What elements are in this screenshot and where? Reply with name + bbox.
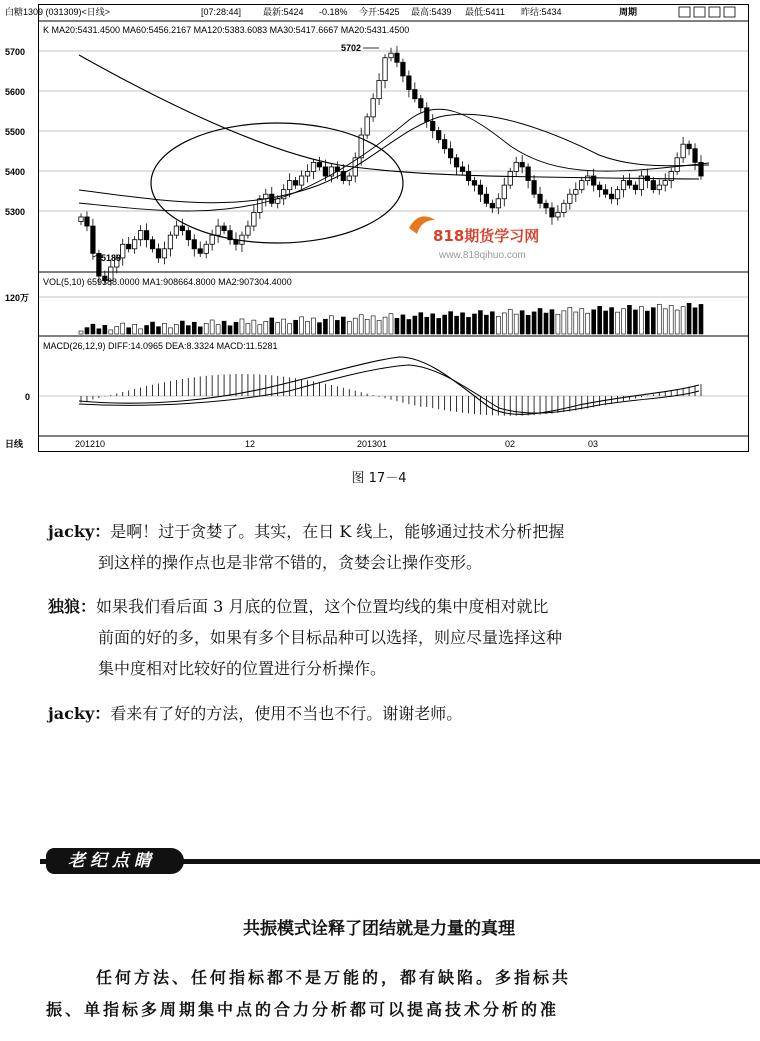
article-title: 共振模式诠释了团结就是力量的真理 bbox=[243, 919, 515, 939]
candle bbox=[621, 181, 625, 190]
volume-bar bbox=[109, 330, 113, 334]
chart-change: -0.18% bbox=[319, 7, 348, 17]
volume-bar bbox=[276, 322, 280, 334]
maximize-icon[interactable] bbox=[709, 7, 720, 17]
candle bbox=[407, 76, 411, 90]
candle bbox=[287, 181, 291, 190]
candle bbox=[478, 185, 482, 194]
price-tick: 5500 bbox=[5, 127, 26, 137]
volume-bar bbox=[234, 322, 238, 334]
volume-bar bbox=[252, 320, 256, 334]
volume-bar bbox=[180, 321, 184, 334]
volume-bar bbox=[258, 325, 262, 334]
candle bbox=[675, 158, 679, 172]
volume-bar bbox=[139, 329, 143, 334]
volume-bar bbox=[610, 308, 614, 334]
candle bbox=[502, 185, 506, 199]
candle bbox=[132, 240, 136, 249]
dialogue-line: 看来有了好的方法，使用不当也不行。谢谢老师。 bbox=[110, 704, 463, 723]
volume-bar bbox=[294, 320, 298, 334]
volume-bar bbox=[270, 318, 274, 334]
dialogue-line: 前面的好的多，如果有多个目标品种可以选择，则应尽量选择这种 bbox=[98, 628, 563, 647]
candle bbox=[246, 226, 250, 235]
candle bbox=[323, 167, 327, 176]
candle bbox=[556, 212, 560, 217]
candle bbox=[258, 199, 262, 213]
candle bbox=[91, 226, 95, 253]
volume-panel bbox=[5, 277, 748, 334]
candle bbox=[210, 235, 214, 244]
volume-bar bbox=[574, 312, 578, 334]
volume-bar bbox=[663, 309, 667, 334]
candle bbox=[490, 203, 494, 208]
candle bbox=[401, 62, 405, 76]
candle bbox=[460, 167, 464, 172]
volume-bar bbox=[687, 303, 691, 334]
volume-bar bbox=[669, 305, 673, 334]
volume-bar bbox=[443, 315, 447, 334]
volume-bar bbox=[496, 316, 500, 334]
candle bbox=[126, 244, 130, 249]
volume-bar bbox=[133, 324, 137, 334]
macd-zero-tick: 0 bbox=[25, 392, 31, 402]
volume-bar bbox=[598, 306, 602, 334]
chart-instrument: 白糖1309 (031309)<日线> bbox=[5, 7, 111, 17]
window-buttons[interactable] bbox=[679, 7, 735, 17]
candle bbox=[526, 167, 530, 181]
price-tick: 5400 bbox=[5, 167, 26, 177]
dea-line bbox=[79, 365, 699, 413]
volume-bar bbox=[264, 321, 268, 334]
volume-bar bbox=[341, 317, 345, 334]
candle bbox=[413, 90, 417, 99]
volume-bar bbox=[288, 324, 292, 334]
candle bbox=[198, 249, 202, 254]
candle bbox=[168, 235, 172, 249]
watermark-url: www.818qihuo.com bbox=[439, 250, 526, 261]
candle bbox=[580, 181, 584, 190]
date-tick: 201301 bbox=[357, 439, 388, 449]
volume-bar bbox=[616, 312, 620, 334]
date-axis bbox=[5, 438, 598, 449]
diff-line bbox=[79, 357, 699, 414]
dialogue-paragraph bbox=[48, 591, 562, 684]
candle bbox=[466, 171, 470, 180]
price-tick: 5300 bbox=[5, 207, 26, 217]
candle bbox=[627, 181, 631, 186]
volume-bar bbox=[312, 318, 316, 334]
price-tick: 5700 bbox=[5, 47, 26, 57]
body-line: 振、单指标多周期集中点的合力分析都可以提高技术分析的准 bbox=[46, 1000, 560, 1019]
volume-bar bbox=[216, 325, 220, 334]
candle bbox=[657, 185, 661, 190]
volume-bar bbox=[449, 312, 453, 334]
candle bbox=[693, 149, 697, 163]
volume-bar bbox=[693, 308, 697, 334]
chart-mode: 周期 bbox=[619, 7, 638, 17]
volume-bar bbox=[490, 312, 494, 334]
candle bbox=[180, 226, 184, 231]
volume-bar bbox=[622, 309, 626, 334]
candle bbox=[425, 108, 429, 122]
candle bbox=[532, 181, 536, 195]
candle bbox=[311, 162, 315, 171]
volume-bar bbox=[550, 310, 554, 334]
candle bbox=[681, 144, 685, 158]
volume-bar bbox=[633, 310, 637, 334]
watermark bbox=[409, 216, 539, 261]
volume-bar bbox=[145, 325, 149, 334]
candle bbox=[514, 162, 518, 171]
close-icon[interactable] bbox=[724, 7, 735, 17]
vol-tick: 120万 bbox=[5, 293, 30, 303]
volume-bar bbox=[657, 304, 661, 334]
speaker-name: 独狼： bbox=[48, 597, 97, 616]
candle bbox=[252, 212, 256, 226]
volume-bar bbox=[586, 313, 590, 334]
price-tick: 5600 bbox=[5, 87, 26, 97]
volume-bar bbox=[419, 313, 423, 334]
candle bbox=[496, 199, 500, 208]
volume-bar bbox=[115, 327, 119, 334]
candle bbox=[544, 203, 548, 208]
volume-bar bbox=[359, 315, 363, 334]
volume-bar bbox=[508, 310, 512, 334]
candle bbox=[472, 181, 476, 186]
volume-bar bbox=[639, 307, 643, 334]
volume-bar bbox=[79, 331, 83, 334]
dialogue-line: 到这样的操作点也是非常不错的，贪婪会让操作变形。 bbox=[98, 553, 483, 572]
chart-low: 最低:5411 bbox=[465, 7, 505, 17]
volume-bar bbox=[192, 322, 196, 334]
volume-bar bbox=[300, 317, 304, 334]
date-tick: 02 bbox=[505, 439, 516, 449]
volume-bar bbox=[413, 316, 417, 334]
section-header bbox=[40, 848, 760, 874]
volume-bar bbox=[323, 319, 327, 334]
macd-panel bbox=[25, 341, 748, 416]
volume-bar bbox=[467, 317, 471, 334]
candle bbox=[454, 158, 458, 167]
macd-legend: MACD(26,12,9) DIFF:14.0965 DEA:8.3324 MACD:11.5281 bbox=[43, 341, 278, 351]
volume-bar bbox=[371, 316, 375, 334]
volume-bar bbox=[401, 315, 405, 334]
volume-bar bbox=[335, 320, 339, 334]
candle bbox=[204, 244, 208, 253]
candle bbox=[317, 162, 321, 167]
volume-bar bbox=[681, 307, 685, 334]
candlestick-series bbox=[79, 46, 703, 286]
candle bbox=[156, 249, 160, 258]
candle bbox=[371, 99, 375, 117]
ma60-line bbox=[79, 114, 709, 202]
dialogue-paragraph bbox=[48, 698, 462, 729]
candle bbox=[663, 181, 667, 186]
chart-prev-close: 昨结:5434 bbox=[521, 7, 562, 17]
volume-bar bbox=[627, 305, 631, 334]
volume-bar bbox=[514, 314, 518, 334]
highlight-ellipse bbox=[151, 123, 403, 243]
volume-bar bbox=[651, 308, 655, 334]
minimize-icon[interactable] bbox=[679, 7, 690, 17]
body-line: 任何方法、任何指标都不是万能的，都有缺陷。多指标共 bbox=[96, 968, 572, 987]
candle bbox=[270, 194, 274, 203]
volume-bar bbox=[85, 328, 89, 334]
candle bbox=[216, 226, 220, 235]
candle bbox=[442, 140, 446, 149]
candle bbox=[293, 181, 297, 186]
volume-bar bbox=[121, 323, 125, 334]
volume-bar bbox=[198, 327, 202, 334]
volume-bar bbox=[240, 319, 244, 334]
volume-bar bbox=[97, 329, 101, 334]
candle bbox=[431, 121, 435, 130]
volume-bar bbox=[461, 313, 465, 334]
dialogue-paragraph bbox=[48, 516, 564, 578]
dialogue-line: 如果我们看后面 3 月底的位置，这个位置均线的集中度相对就比 bbox=[96, 597, 549, 616]
volume-bar bbox=[365, 319, 369, 334]
candle bbox=[615, 190, 619, 199]
candle bbox=[79, 217, 83, 222]
chart-canvas bbox=[5, 5, 748, 451]
volume-bar bbox=[604, 311, 608, 334]
volume-bar bbox=[282, 319, 286, 334]
volume-bar bbox=[699, 304, 703, 334]
speaker-name: jacky： bbox=[48, 522, 111, 541]
volume-bar bbox=[455, 316, 459, 334]
volume-bar bbox=[127, 328, 131, 334]
volume-bar bbox=[675, 310, 679, 334]
volume-bar bbox=[562, 311, 566, 334]
watermark-brand: 818期货学习网 bbox=[433, 227, 540, 245]
chart-high: 最高:5439 bbox=[411, 7, 452, 17]
figure-caption: 图 17－4 bbox=[351, 471, 407, 486]
volume-bar bbox=[210, 320, 214, 334]
volume-bar bbox=[377, 321, 381, 334]
section-tag: 老纪点睛 bbox=[46, 848, 184, 874]
volume-bar bbox=[592, 310, 596, 334]
volume-bar bbox=[151, 322, 155, 334]
volume-bar bbox=[395, 318, 399, 334]
volume-bar bbox=[431, 314, 435, 334]
candle bbox=[365, 117, 369, 135]
candle bbox=[174, 226, 178, 235]
candle bbox=[568, 194, 572, 203]
candle bbox=[538, 194, 542, 203]
volume-bar bbox=[580, 309, 584, 334]
volume-bar bbox=[520, 311, 524, 334]
chart-open: 今开:5425 bbox=[359, 7, 400, 17]
volume-bar bbox=[568, 307, 572, 334]
volume-bar bbox=[91, 324, 95, 334]
volume-bar bbox=[526, 315, 530, 334]
date-axis-label: 日线 bbox=[5, 439, 24, 449]
candle bbox=[389, 53, 393, 58]
ma120-line bbox=[79, 55, 699, 179]
candle bbox=[305, 171, 309, 176]
candle bbox=[150, 240, 154, 249]
volume-bar bbox=[383, 317, 387, 334]
speaker-name: jacky： bbox=[48, 704, 111, 723]
chart-latest: 最新:5424 bbox=[263, 7, 304, 17]
candle bbox=[299, 176, 303, 185]
volume-bars bbox=[79, 303, 703, 334]
vol-legend: VOL(5,10) 659388.0000 MA1:908664.8000 MA2:907304.4000 bbox=[43, 277, 292, 287]
volume-bar bbox=[484, 315, 488, 334]
volume-bar bbox=[306, 321, 310, 334]
candle bbox=[138, 231, 142, 240]
candle bbox=[633, 185, 637, 190]
volume-bar bbox=[157, 327, 161, 334]
candle bbox=[436, 131, 440, 140]
high-label: 5702 bbox=[341, 43, 362, 53]
candle bbox=[347, 176, 351, 181]
volume-bar bbox=[645, 311, 649, 334]
candle bbox=[597, 185, 601, 190]
volume-bar bbox=[532, 312, 536, 334]
volume-bar bbox=[186, 326, 190, 334]
volume-bar bbox=[174, 324, 178, 334]
date-tick: 03 bbox=[588, 439, 599, 449]
candle bbox=[562, 203, 566, 212]
volume-bar bbox=[407, 319, 411, 334]
candle bbox=[377, 80, 381, 98]
candle bbox=[222, 226, 226, 231]
candle bbox=[240, 235, 244, 244]
price-panel bbox=[5, 25, 748, 286]
macd-histogram bbox=[81, 374, 701, 416]
candle bbox=[550, 208, 554, 217]
volume-bar bbox=[168, 328, 172, 334]
volume-bar bbox=[228, 326, 232, 334]
date-tick: 12 bbox=[245, 439, 256, 449]
kline-chart bbox=[5, 4, 749, 452]
volume-bar bbox=[544, 313, 548, 334]
volume-bar bbox=[425, 317, 429, 334]
volume-bar bbox=[437, 318, 441, 334]
volume-bar bbox=[502, 313, 506, 334]
candle bbox=[520, 162, 524, 167]
candle bbox=[85, 217, 89, 226]
restore-icon[interactable] bbox=[694, 7, 705, 17]
volume-bar bbox=[478, 311, 482, 334]
candle bbox=[609, 194, 613, 199]
body-text bbox=[46, 962, 736, 1026]
volume-bar bbox=[103, 325, 107, 334]
volume-bar bbox=[329, 316, 333, 334]
candle bbox=[162, 249, 166, 258]
volume-bar bbox=[472, 314, 476, 334]
date-tick: 201210 bbox=[75, 439, 106, 449]
candle bbox=[419, 99, 423, 108]
volume-bar bbox=[556, 314, 560, 334]
candle bbox=[144, 231, 148, 240]
volume-bar bbox=[204, 323, 208, 334]
ma-legend: K MA20:5431.4500 MA60:5456.2167 MA120:5383.6083 MA30:5417.6667 MA20:5431.4500 bbox=[43, 25, 410, 35]
chart-time: [07:28:44] bbox=[201, 7, 242, 17]
volume-bar bbox=[246, 324, 250, 334]
candle bbox=[186, 231, 190, 240]
candle bbox=[651, 181, 655, 190]
candle bbox=[448, 149, 452, 158]
volume-bar bbox=[162, 323, 166, 334]
candle bbox=[395, 53, 399, 62]
candle bbox=[603, 190, 607, 195]
candle bbox=[508, 171, 512, 185]
low-label: 5188 bbox=[101, 253, 122, 263]
volume-bar bbox=[538, 308, 542, 334]
volume-bar bbox=[222, 321, 226, 334]
candle bbox=[121, 244, 125, 258]
volume-bar bbox=[353, 318, 357, 334]
dialogue-line: 是啊！过于贪婪了。其实，在日 K 线上，能够通过技术分析把握 bbox=[110, 522, 565, 541]
volume-bar bbox=[389, 314, 393, 334]
candle bbox=[383, 58, 387, 81]
candle bbox=[484, 194, 488, 203]
candle bbox=[192, 240, 196, 249]
volume-bar bbox=[347, 322, 351, 334]
candle bbox=[687, 144, 691, 149]
dialogue-line: 集中度相对比较好的位置进行分析操作。 bbox=[98, 659, 387, 678]
volume-bar bbox=[317, 323, 321, 334]
candle bbox=[574, 190, 578, 195]
